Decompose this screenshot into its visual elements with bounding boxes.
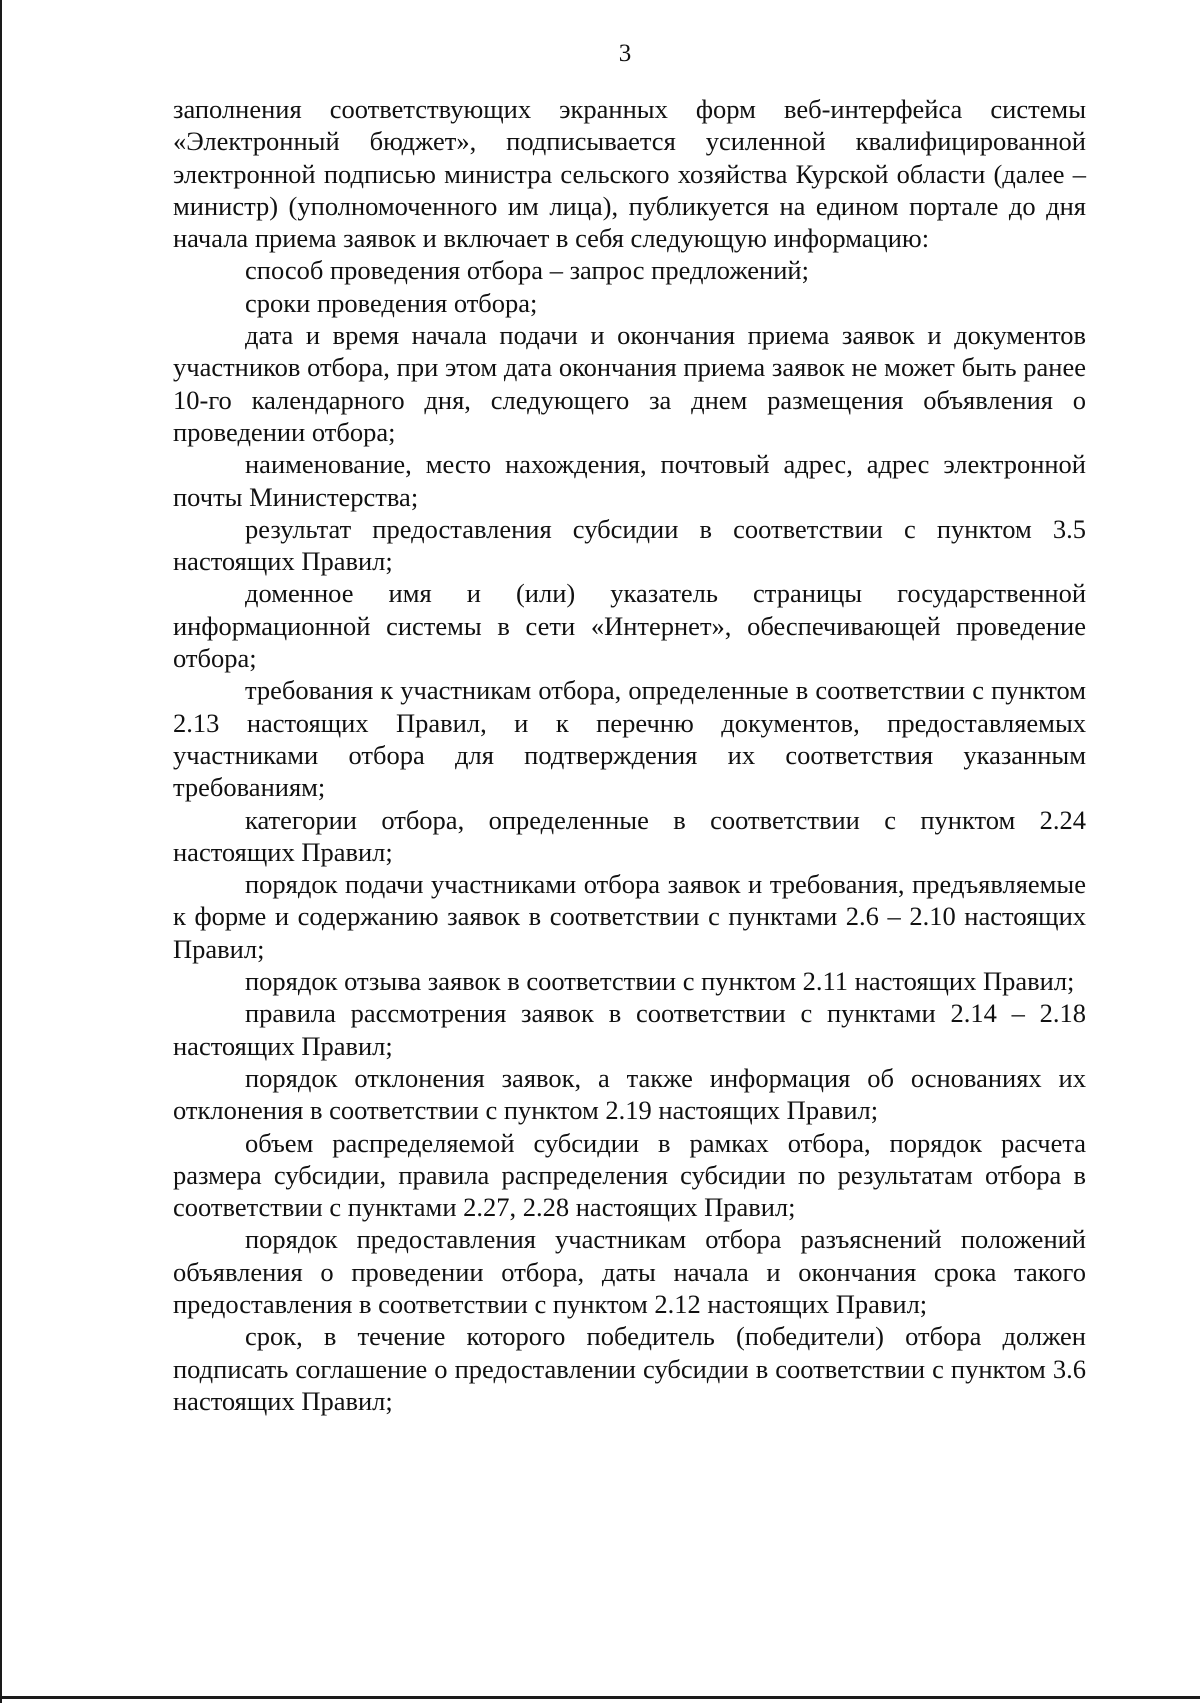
list-item-subsidy-volume: объем распределяемой субсидии в рамках отбора, порядок расчета размера субсидии, правила распределения субсидии по результатам отбора в соответствии с пунктами 2.27, 2.28 настоящих Правил; bbox=[173, 1127, 1086, 1223]
scan-left-border bbox=[0, 0, 2, 1703]
list-item-participant-requirements: требования к участникам отбора, определенные в соответствии с пунктом 2.13 настоящих Правил, и к перечню документов, предоставляемых участниками отбора для подтверждения их соответствия указанным требованиям; bbox=[173, 675, 1086, 803]
list-item-review-rules: правила рассмотрения заявок в соответствии с пунктами 2.14 – 2.18 настоящих Правил; bbox=[173, 998, 1086, 1061]
list-item-selection-terms: сроки проведения отбора; bbox=[245, 287, 538, 318]
list-item-agreement-deadline: срок, в течение которого победитель (победители) отбора должен подписать соглашение о предоставлении субсидии в соответствии с пунктом 3.6 настоящих Правил; bbox=[173, 1321, 1086, 1416]
scan-bottom-border bbox=[0, 1696, 1200, 1699]
list-item-rejection-procedure: порядок отклонения заявок, а также информация об основаниях их отклонения в соответствии с пунктом 2.19 настоящих Правил; bbox=[173, 1062, 1086, 1126]
list-item-selection-categories: категории отбора, определенные в соответствии с пунктом 2.24 настоящих Правил; bbox=[173, 804, 1086, 867]
list-item-withdrawal-procedure: порядок отзыва заявок в соответствии с пунктом 2.11 настоящих Правил; bbox=[245, 966, 1075, 997]
list-item-clarification-procedure: порядок предоставления участникам отбора разъяснений положений объявления о проведении отбора, даты начала и окончания срока такого предоставления в соответствии с пунктом 2.12 настоящих Правил; bbox=[173, 1224, 1086, 1319]
list-item-application-dates: дата и время начала подачи и окончания приема заявок и документов участников отбора, при этом дата окончания приема заявок не может быть ранее 10-го календарного дня, следующего за днем размещения объявления о проведении отбора; bbox=[173, 320, 1086, 447]
document-body bbox=[173, 93, 1086, 1417]
list-item-subsidy-result: результат предоставления субсидии в соответствии с пунктом 3.5 настоящих Правил; bbox=[173, 513, 1086, 577]
list-item-selection-method: способ проведения отбора – запрос предложений; bbox=[245, 255, 809, 286]
list-item-submission-procedure: порядок подачи участниками отбора заявок и требования, предъявляемые к форме и содержанию заявок в соответствии с пунктами 2.6 – 2.10 настоящих Правил; bbox=[173, 869, 1086, 964]
list-item-domain-name: доменное имя и (или) указатель страницы государственной информационной системы в сети «Интернет», обеспечивающей проведение отбора; bbox=[173, 578, 1086, 674]
paragraph-continuation: заполнения соответствующих экранных форм веб-интерфейса системы «Электронный бюджет», подписывается усиленной квалифицированной электронной подписью министра сельского хозяйства Курской области (далее – министр) (уполномоченного им лица), публикуется на едином портале до дня начала приема заявок и включает в себя следующую информацию: bbox=[173, 94, 1086, 254]
list-item-ministry-contacts: наименование, место нахождения, почтовый адрес, адрес электронной почты Министерства; bbox=[173, 449, 1086, 512]
page-number: 3 bbox=[618, 40, 632, 67]
